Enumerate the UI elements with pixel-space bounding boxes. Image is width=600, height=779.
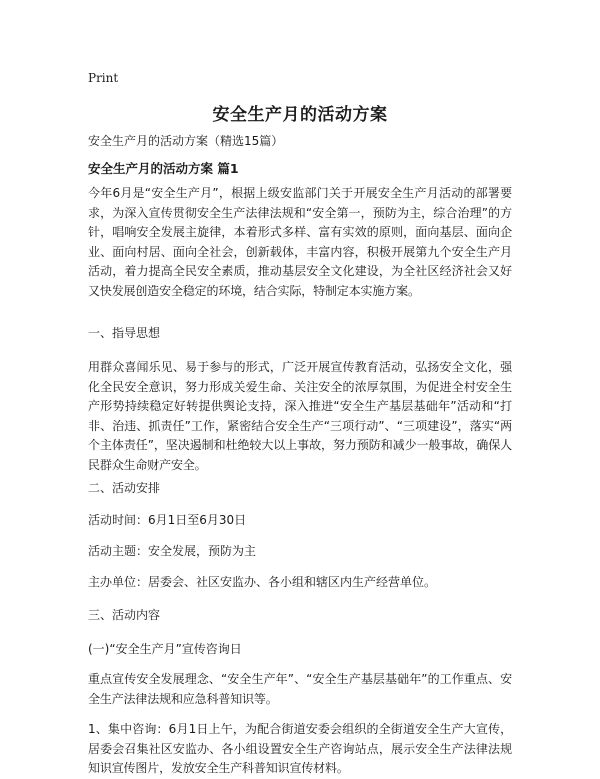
organizer-line: 主办单位：居委会、社区安监办、各小组和辖区内生产经营单位。 [88,575,437,589]
item1-paragraph: 重点宣传安全发展理念、“安全生产年”、“安全生产基层基础年”的工作重点、安全生产法律法规和应急科普知识等。 [88,672,512,706]
print-link[interactable]: Print [88,71,119,85]
section-heading: 安全生产月的活动方案 篇1 [88,161,239,176]
intro-paragraph: 今年6月是“安全生产月”，根据上级安监部门关于开展安全生产月活动的部署要求，为深入宣传贯彻安全生产法律法规和“安全第一，预防为主，综合治理”的方针，唱响安全发展主旋律，本着形式多样、富有实效的原则，面向基层、面向企业、面向村居、面向全社会，创新载体，丰富内容，积极开展第九个安全生产月活动，着力提高全民安全素质，推动基层安全文化建设，为全社区经济社会又好又快发展创造安全稳定的环境，结合实际，特制定本实施方案。 [88,186,512,298]
activity-time: 活动时间：6月1日至6月30日 [88,513,247,527]
activity-theme: 活动主题：安全发展，预防为主 [88,544,257,558]
part1-paragraph: 用群众喜闻乐见、易于参与的形式，广泛开展宣传教育活动，弘扬安全文化，强化全民安全意识，努力形成关爱生命、关注安全的浓厚氛围，为促进全村安全生产形势持续稳定好转提供舆论支持，深入推进“安全生产基层基础年”活动和“打非、治违、抓责任”工作，紧密结合安全生产“三项行动”、“三项建设”，落实“两个主体责任”，坚决遏制和杜绝较大以上事故，努力预防和减少一般事故，确保人民群众生命财产安全。 [88,360,512,472]
item1-sub1-paragraph: 1、集中咨询：6月1日上午，为配合街道安委会组织的全街道安全生产大宣传，居委会召集社区安监办、各小组设置安全生产咨询站点，展示安全生产法律法规知识宣传图片，发放安全生产科普知识宣传材料。 [88,722,512,776]
document-title: 安全生产月的活动方案 [212,105,388,125]
part1-heading: 一、指导思想 [88,326,161,340]
part2-heading: 二、活动安排 [88,481,161,495]
item1-heading: (一)“安全生产月”宣传咨询日 [88,642,242,656]
document-subtitle: 安全生产月的活动方案（精选15篇） [88,134,284,148]
part3-heading: 三、活动内容 [88,608,161,622]
